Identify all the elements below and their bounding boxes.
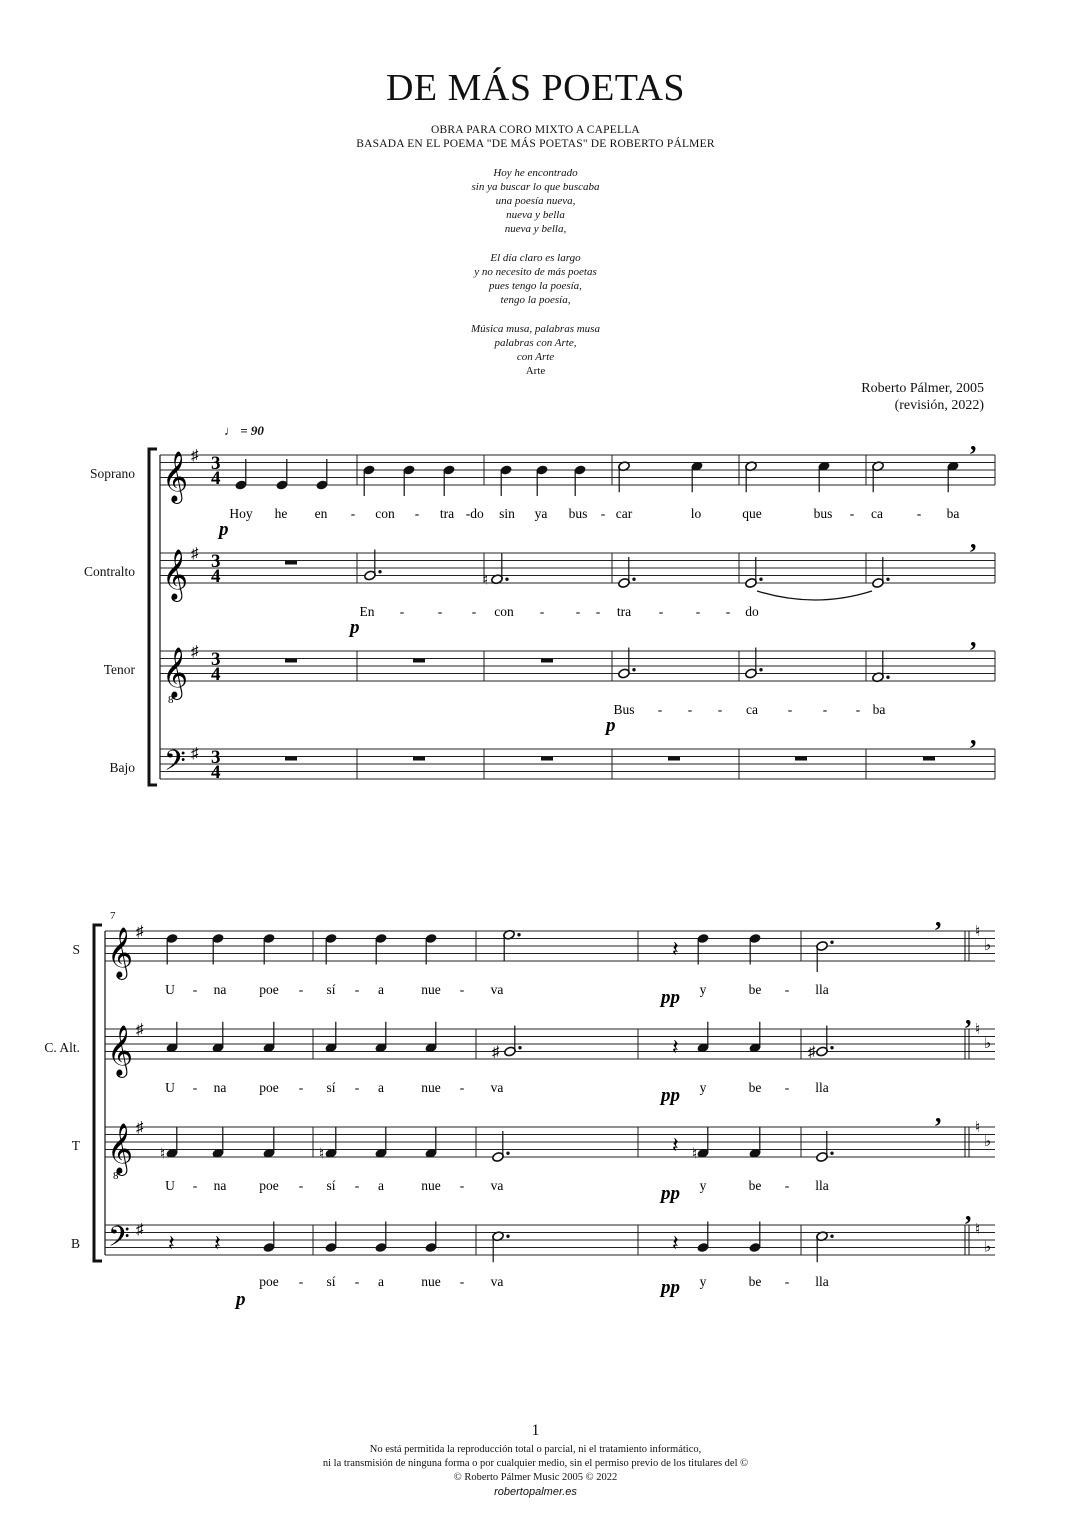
lyric-syllable: - bbox=[298, 1274, 304, 1289]
voice-name-b: B bbox=[70, 1236, 80, 1251]
quarter-note-icon: ♩ bbox=[224, 423, 237, 438]
dynamic-marking: pp bbox=[661, 987, 680, 1008]
treble-clef-icon: 𝄞 bbox=[107, 1026, 134, 1075]
lyric-syllable: ya bbox=[534, 506, 548, 521]
poem-line: nueva y bella bbox=[506, 209, 565, 221]
breath-mark-icon: , bbox=[935, 903, 942, 932]
treble-clef-icon: 𝄞 bbox=[162, 452, 189, 501]
quarter-rest-icon: 𝄽 bbox=[672, 1132, 679, 1158]
lyric-syllable: nue bbox=[421, 1274, 441, 1289]
poem-line: una poesía nueva, bbox=[495, 195, 576, 207]
time-signature-top: 3 bbox=[211, 453, 221, 474]
lyric-syllable: - bbox=[354, 1080, 360, 1095]
poem-line: pues tengo la poesía, bbox=[489, 280, 582, 292]
sharp-icon: ♯ bbox=[136, 924, 144, 940]
lyric-syllable: a bbox=[378, 1274, 384, 1289]
lyric-syllable: - bbox=[298, 1178, 304, 1193]
website-link[interactable]: robertopalmer.es bbox=[494, 1486, 577, 1498]
natural-icon: ♮ bbox=[975, 1120, 981, 1136]
lyric-syllable: va bbox=[490, 1178, 504, 1193]
natural-icon: ♮ bbox=[483, 572, 489, 589]
lyric-syllable: - bbox=[459, 982, 465, 997]
breath-mark-icon: , bbox=[970, 427, 977, 456]
dynamic-marking: pp bbox=[661, 1277, 680, 1298]
augmentation-dot bbox=[632, 578, 635, 581]
lyric-syllable: - bbox=[399, 604, 405, 619]
lyric-syllable: be bbox=[748, 982, 762, 997]
augmentation-dot bbox=[378, 570, 381, 573]
octave-8-icon: 8 bbox=[168, 694, 174, 706]
lyric-syllable: - bbox=[717, 702, 723, 717]
time-signature-bottom: 4 bbox=[211, 468, 221, 489]
sharp-icon: ♯ bbox=[191, 745, 199, 762]
lyric-syllable: y bbox=[699, 1080, 707, 1095]
lyric-syllable: bus bbox=[813, 506, 833, 521]
natural-icon: ♮ bbox=[975, 1022, 981, 1038]
lyric-syllable: en bbox=[314, 506, 328, 521]
augmentation-dot bbox=[759, 668, 762, 671]
natural-icon: ♮ bbox=[692, 1146, 698, 1163]
copyright-line1: No está permitida la reproducción total o parcial, ni el tratamiento informático, bbox=[369, 1444, 702, 1455]
lyric-syllable: - bbox=[575, 604, 581, 619]
poem-line: nueva y bella, bbox=[504, 223, 567, 235]
poem-line: con Arte bbox=[516, 351, 555, 363]
treble-clef-icon: 𝄞 bbox=[107, 1124, 134, 1173]
voice-name-tenor: Tenor bbox=[103, 662, 135, 677]
whole-rest-icon bbox=[795, 757, 807, 761]
sharp-icon: ♯ bbox=[191, 546, 199, 562]
breath-mark-icon: , bbox=[970, 623, 977, 652]
quarter-rest-icon: 𝄽 bbox=[168, 1230, 175, 1256]
quarter-rest-icon: 𝄽 bbox=[672, 1034, 679, 1060]
poem-line: El día claro es largo bbox=[490, 252, 581, 264]
dynamic-marking: p bbox=[236, 1289, 246, 1310]
natural-icon: ♮ bbox=[975, 1221, 981, 1238]
lyric-syllable: a bbox=[378, 1080, 384, 1095]
lyric-syllable: con bbox=[494, 604, 514, 619]
lyric-syllable: - bbox=[437, 604, 443, 619]
natural-icon: ♮ bbox=[160, 1146, 166, 1163]
lyric-syllable: do bbox=[745, 604, 759, 619]
breath-mark-icon: , bbox=[970, 721, 977, 750]
tie-slur bbox=[757, 591, 872, 600]
sharp-icon: ♯ bbox=[136, 1120, 144, 1136]
lyric-syllable: car bbox=[615, 506, 633, 521]
lyric-syllable: be bbox=[748, 1080, 762, 1095]
subtitle-line2: BASADA EN EL POEMA "DE MÁS POETAS" DE ROBERTO PÁLMER bbox=[356, 138, 715, 150]
lyric-syllable: be bbox=[748, 1274, 762, 1289]
quarter-rest-icon: 𝄽 bbox=[214, 1230, 221, 1256]
composer-name: Roberto Pálmer, 2005 bbox=[861, 381, 984, 396]
subtitle-line1: OBRA PARA CORO MIXTO A CAPELLA bbox=[431, 124, 640, 136]
lyric-syllable: ba bbox=[946, 506, 960, 521]
lyric-syllable: sí bbox=[326, 1178, 336, 1193]
lyric-syllable: a bbox=[378, 982, 384, 997]
time-signature-bottom: 4 bbox=[211, 566, 221, 587]
lyric-syllable: - bbox=[600, 506, 606, 521]
lyric-syllable: Hoy bbox=[229, 506, 253, 521]
lyric-syllable: - bbox=[414, 506, 420, 521]
poem-line: Arte bbox=[525, 365, 546, 377]
time-signature-bottom: 4 bbox=[211, 664, 221, 685]
lyric-syllable: - bbox=[354, 982, 360, 997]
lyric-syllable: - bbox=[354, 1274, 360, 1289]
augmentation-dot bbox=[830, 1235, 833, 1238]
lyric-syllable: y bbox=[699, 982, 707, 997]
lyric-syllable: - bbox=[784, 1274, 790, 1289]
voice-name-soprano: Soprano bbox=[90, 466, 135, 481]
augmentation-dot bbox=[886, 676, 889, 679]
poem-line: sin ya buscar lo que buscaba bbox=[471, 181, 600, 193]
breath-mark-icon: , bbox=[970, 525, 977, 554]
breath-mark-icon: , bbox=[965, 1197, 972, 1226]
lyric-syllable: poe bbox=[259, 982, 279, 997]
lyric-syllable: ca bbox=[746, 702, 758, 717]
lyric-syllable: - bbox=[658, 604, 664, 619]
poem-line: y no necesito de más poetas bbox=[474, 266, 597, 278]
time-signature-bottom: 4 bbox=[211, 762, 221, 783]
lyric-syllable: Bus bbox=[613, 702, 635, 717]
copyright-line3: © Roberto Pálmer Music 2005 © 2022 bbox=[453, 1472, 618, 1483]
bass-clef-icon: 𝄢 bbox=[108, 1222, 130, 1260]
augmentation-dot bbox=[505, 578, 508, 581]
natural-icon: ♮ bbox=[319, 1146, 325, 1163]
time-signature-top: 3 bbox=[211, 551, 221, 572]
augmentation-dot bbox=[886, 578, 889, 581]
flat-icon: ♭ bbox=[984, 1134, 992, 1150]
augmentation-dot bbox=[632, 668, 635, 671]
lyric-syllable: na bbox=[213, 982, 227, 997]
lyric-syllable: - bbox=[657, 702, 663, 717]
whole-rest-icon bbox=[923, 757, 935, 761]
lyric-syllable: - bbox=[784, 1178, 790, 1193]
lyric-syllable: - bbox=[459, 1178, 465, 1193]
dynamic-marking: p bbox=[606, 715, 616, 736]
lyric-syllable: - bbox=[465, 506, 471, 521]
octave-8-icon: 8 bbox=[113, 1170, 119, 1182]
lyric-syllable: - bbox=[595, 604, 601, 619]
augmentation-dot bbox=[830, 941, 833, 944]
lyric-syllable: sí bbox=[326, 982, 336, 997]
augmentation-dot bbox=[517, 933, 520, 936]
lyric-syllable: - bbox=[354, 1178, 360, 1193]
whole-rest-icon bbox=[285, 561, 297, 565]
voice-name-t: T bbox=[71, 1138, 80, 1153]
lyric-syllable: U bbox=[165, 1080, 175, 1095]
lyric-syllable: - bbox=[192, 1080, 198, 1095]
lyric-syllable: - bbox=[539, 604, 545, 619]
lyric-syllable: sin bbox=[499, 506, 515, 521]
lyric-syllable: y bbox=[699, 1178, 707, 1193]
dynamic-marking: p bbox=[350, 617, 360, 638]
sharp-icon: ♯ bbox=[191, 644, 199, 660]
lyric-syllable: be bbox=[748, 1178, 762, 1193]
flat-icon: ♭ bbox=[984, 938, 992, 954]
sharp-icon: ♯ bbox=[136, 1221, 144, 1238]
whole-rest-icon bbox=[541, 659, 553, 663]
lyric-syllable: - bbox=[471, 604, 477, 619]
lyric-syllable: - bbox=[350, 506, 356, 521]
lyric-syllable: - bbox=[787, 702, 793, 717]
lyric-syllable: En bbox=[359, 604, 375, 619]
augmentation-dot bbox=[506, 1152, 509, 1155]
voice-name-contralto: Contralto bbox=[84, 564, 135, 579]
lyric-syllable: sí bbox=[326, 1274, 336, 1289]
augmentation-dot bbox=[518, 1046, 521, 1049]
lyric-syllable: - bbox=[784, 982, 790, 997]
voice-name-bajo: Bajo bbox=[109, 760, 135, 775]
flat-icon: ♭ bbox=[984, 1036, 992, 1052]
lyric-syllable: poe bbox=[259, 1080, 279, 1095]
breath-mark-icon: , bbox=[965, 1001, 972, 1030]
dynamic-marking: pp bbox=[661, 1183, 680, 1204]
lyric-syllable: - bbox=[916, 506, 922, 521]
lyric-syllable: sí bbox=[326, 1080, 336, 1095]
lyric-syllable: va bbox=[490, 1080, 504, 1095]
sharp-icon: ♯ bbox=[136, 1022, 144, 1038]
lyric-syllable: - bbox=[459, 1080, 465, 1095]
treble-clef-icon: 𝄞 bbox=[162, 648, 189, 697]
quarter-rest-icon: 𝄽 bbox=[672, 1230, 679, 1256]
tempo-value: = 90 bbox=[240, 423, 264, 438]
lyric-syllable: tra bbox=[439, 506, 455, 521]
augmentation-dot bbox=[759, 578, 762, 581]
lyric-syllable: lla bbox=[815, 1080, 829, 1095]
whole-rest-icon bbox=[541, 757, 553, 761]
voice-name-s: S bbox=[72, 942, 80, 957]
time-signature-top: 3 bbox=[211, 747, 221, 768]
lyric-syllable: poe bbox=[259, 1274, 279, 1289]
quarter-rest-icon: 𝄽 bbox=[672, 936, 679, 962]
lyric-syllable: - bbox=[695, 604, 701, 619]
natural-icon: ♮ bbox=[975, 924, 981, 940]
lyric-syllable: que bbox=[742, 506, 762, 521]
augmentation-dot bbox=[506, 1235, 509, 1238]
lyric-syllable: tra bbox=[616, 604, 632, 619]
system-bracket bbox=[94, 925, 102, 1261]
page-title: DE MÁS POETAS bbox=[385, 67, 686, 109]
augmentation-dot bbox=[830, 1152, 833, 1155]
whole-rest-icon bbox=[668, 757, 680, 761]
lyric-syllable: ba bbox=[872, 702, 886, 717]
score-graphics bbox=[94, 427, 995, 1310]
lyric-syllable: - bbox=[298, 982, 304, 997]
measure-number: 7 bbox=[110, 910, 116, 922]
time-signature-top: 3 bbox=[211, 649, 221, 670]
lyric-syllable: - bbox=[725, 604, 731, 619]
poem-line: Música musa, palabras musa bbox=[471, 323, 600, 335]
dynamic-marking: pp bbox=[661, 1085, 680, 1106]
system-bracket bbox=[149, 449, 157, 785]
lyric-syllable: y bbox=[699, 1274, 707, 1289]
lyric-syllable: va bbox=[490, 1274, 504, 1289]
lyric-syllable: na bbox=[213, 1178, 227, 1193]
treble-clef-icon: 𝄞 bbox=[162, 550, 189, 599]
dynamic-marking: p bbox=[219, 519, 229, 540]
whole-rest-icon bbox=[285, 659, 297, 663]
lyric-syllable: U bbox=[165, 1178, 175, 1193]
lyric-syllable: nue bbox=[421, 982, 441, 997]
lyric-syllable: con bbox=[375, 506, 395, 521]
poem-line: Hoy he encontrado bbox=[493, 167, 578, 179]
lyric-syllable: lla bbox=[815, 982, 829, 997]
lyric-syllable: nue bbox=[421, 1080, 441, 1095]
sharp-icon: ♯ bbox=[492, 1044, 500, 1061]
lyric-syllable: na bbox=[213, 1080, 227, 1095]
lyric-syllable: nue bbox=[421, 1178, 441, 1193]
lyric-syllable: - bbox=[822, 702, 828, 717]
poem-line: palabras con Arte, bbox=[494, 337, 577, 349]
poem-line: tengo la poesía, bbox=[500, 294, 571, 306]
page-number: 1 bbox=[531, 1422, 540, 1439]
sharp-icon: ♯ bbox=[191, 448, 199, 464]
lyric-syllable: - bbox=[192, 1178, 198, 1193]
lyric-syllable: va bbox=[490, 982, 504, 997]
lyric-syllable: lla bbox=[815, 1274, 829, 1289]
lyric-syllable: - bbox=[298, 1080, 304, 1095]
voice-name-c-alt: C. Alt. bbox=[44, 1040, 80, 1055]
lyric-syllable: lo bbox=[690, 506, 702, 521]
lyric-syllable: poe bbox=[259, 1178, 279, 1193]
lyric-syllable: lla bbox=[815, 1178, 829, 1193]
whole-rest-icon bbox=[413, 757, 425, 761]
sharp-icon: ♯ bbox=[808, 1044, 816, 1061]
breath-mark-icon: , bbox=[935, 1099, 942, 1128]
lyric-syllable: he bbox=[274, 506, 288, 521]
bass-clef-icon: 𝄢 bbox=[164, 746, 186, 784]
whole-rest-icon bbox=[285, 757, 297, 761]
lyric-syllable: - bbox=[459, 1274, 465, 1289]
lyric-syllable: - bbox=[784, 1080, 790, 1095]
lyric-syllable: bus bbox=[568, 506, 588, 521]
treble-clef-icon: 𝄞 bbox=[107, 928, 134, 977]
lyric-syllable: do bbox=[470, 506, 484, 521]
revision-date: (revisión, 2022) bbox=[894, 398, 984, 413]
copyright-line2: ni la transmisión de ninguna forma o por cualquier medio, sin el permiso previo de los titulares del © bbox=[322, 1458, 749, 1469]
whole-rest-icon bbox=[413, 659, 425, 663]
lyric-syllable: - bbox=[855, 702, 861, 717]
lyric-syllable: - bbox=[687, 702, 693, 717]
lyric-syllable: U bbox=[165, 982, 175, 997]
lyric-syllable: ca bbox=[871, 506, 883, 521]
flat-icon: ♭ bbox=[984, 1239, 992, 1256]
lyric-syllable: - bbox=[192, 982, 198, 997]
augmentation-dot bbox=[830, 1046, 833, 1049]
lyric-syllable: - bbox=[849, 506, 855, 521]
lyric-syllable: a bbox=[378, 1178, 384, 1193]
